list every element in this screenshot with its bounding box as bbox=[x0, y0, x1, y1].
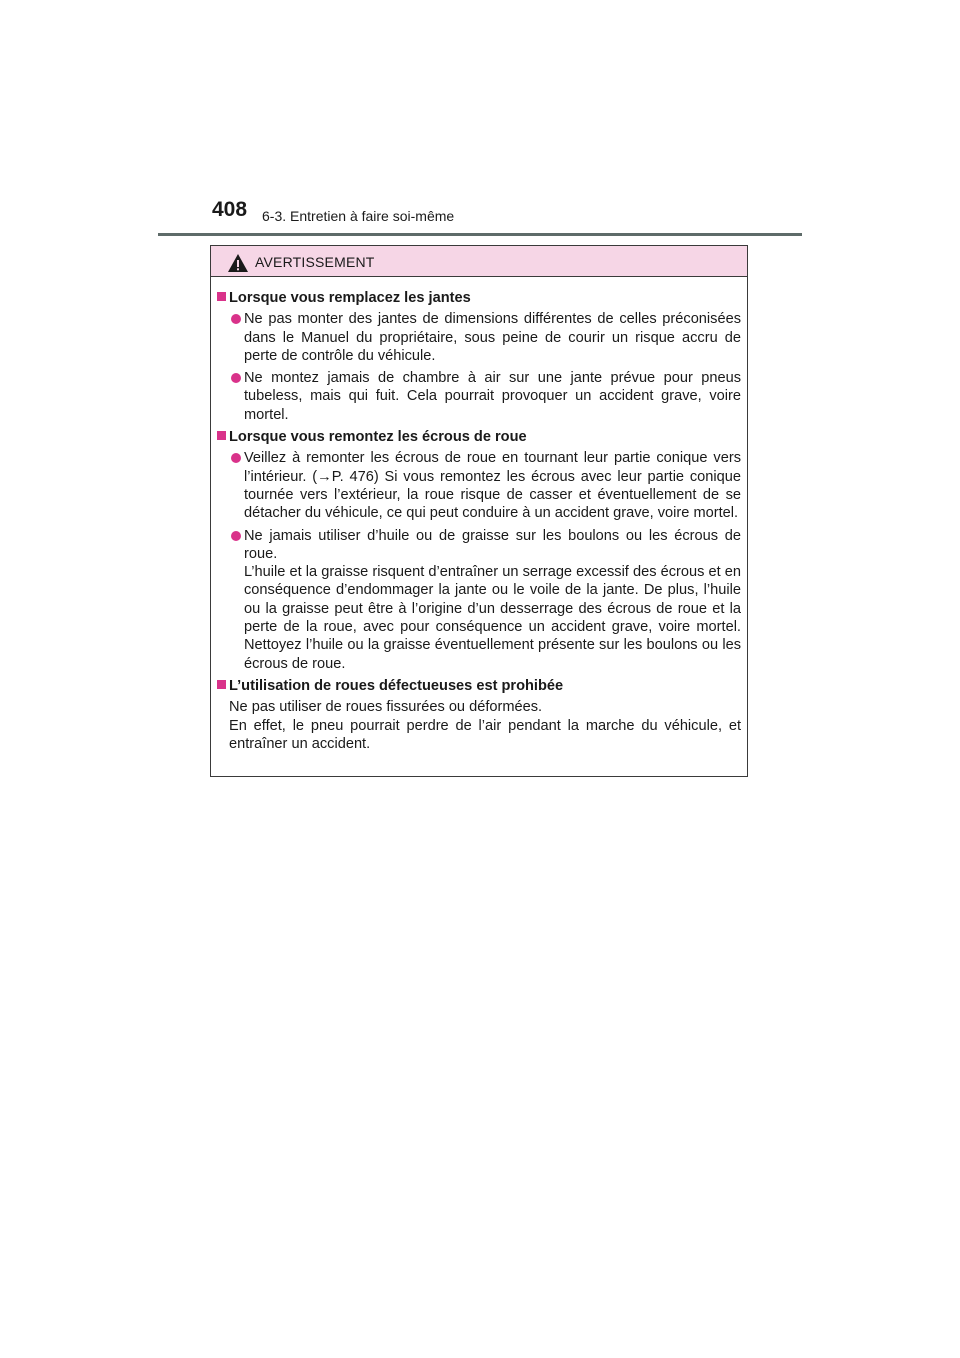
section-heading-text: L’utilisation de roues défectueuses est prohibée bbox=[229, 677, 564, 694]
warning-label: AVERTISSEMENT bbox=[255, 254, 375, 270]
section-heading bbox=[217, 428, 741, 446]
section-heading bbox=[217, 677, 741, 695]
square-bullet-icon bbox=[217, 431, 226, 440]
list-item-text: Veillez à remonter les écrous de roue en tournant leur partie conique vers l’intérieur. (→P. 476) Si vous remontez les écrous avec leur partie conique tournée vers l’extérieur, la roue risque de casser et éventuellement de se détacher du véhicule, ce qui peut conduire à un accident grave, voire mortel. bbox=[244, 450, 741, 522]
square-bullet-icon bbox=[217, 680, 226, 689]
list-item bbox=[217, 369, 741, 424]
section-remount-nuts bbox=[217, 428, 741, 673]
list-item bbox=[217, 527, 741, 673]
paragraph-line: En effet, le pneu pourrait perdre de l’air pendant la marche du véhicule, et entraîner un accident. bbox=[229, 717, 741, 752]
list-item-text: Ne pas monter des jantes de dimensions différentes de celles préconisées dans le Manuel du propriétaire, sous peine de courir un risque accru de perte de contrôle du véhicule. bbox=[244, 311, 741, 364]
header-rule bbox=[158, 233, 802, 236]
section-heading bbox=[217, 289, 741, 307]
section-defective-wheels bbox=[217, 677, 741, 753]
dot-bullet-icon bbox=[231, 453, 241, 463]
dot-bullet-icon bbox=[231, 373, 241, 383]
list-item bbox=[217, 310, 741, 365]
list-item bbox=[217, 449, 741, 522]
section-replace-rims bbox=[217, 289, 741, 424]
paragraph bbox=[217, 698, 741, 753]
section-title: 6-3. Entretien à faire soi-même bbox=[262, 208, 455, 224]
warning-header bbox=[211, 246, 747, 277]
dot-bullet-icon bbox=[231, 531, 241, 541]
list-item-continuation: L’huile et la graisse risquent d’entraîner un serrage excessif des écrous et en conséquence d’endommager la jante ou le voile de la jante. De plus, l’huile ou la graisse peut être à l’origine d’un desserrage des écrous de roue et la perte de la roue, avec pour conséquence un accident grave, voire mortel. Nettoyez l’huile ou la graisse éventuellement présente sur les boulons ou les écrous de roue. bbox=[244, 564, 741, 672]
list-item-text: Ne jamais utiliser d’huile ou de graisse sur les boulons ou les écrous de roue. bbox=[244, 527, 741, 562]
warning-triangle-icon bbox=[227, 253, 249, 273]
square-bullet-icon bbox=[217, 292, 226, 301]
page-number: 408 bbox=[212, 198, 248, 221]
section-heading-text: Lorsque vous remplacez les jantes bbox=[229, 290, 471, 306]
section-heading-text: Lorsque vous remontez les écrous de roue bbox=[229, 429, 527, 446]
dot-bullet-icon bbox=[231, 314, 241, 324]
list-item-text: Ne montez jamais de chambre à air sur une jante prévue pour pneus tubeless, mais qui fuit. Cela pourrait provoquer un accident grave, voire mortel. bbox=[244, 370, 741, 423]
page-header bbox=[212, 198, 802, 234]
paragraph-line: Ne pas utiliser de roues fissurées ou déformées. bbox=[229, 699, 543, 716]
warning-box bbox=[210, 245, 748, 777]
warning-body bbox=[211, 277, 747, 753]
